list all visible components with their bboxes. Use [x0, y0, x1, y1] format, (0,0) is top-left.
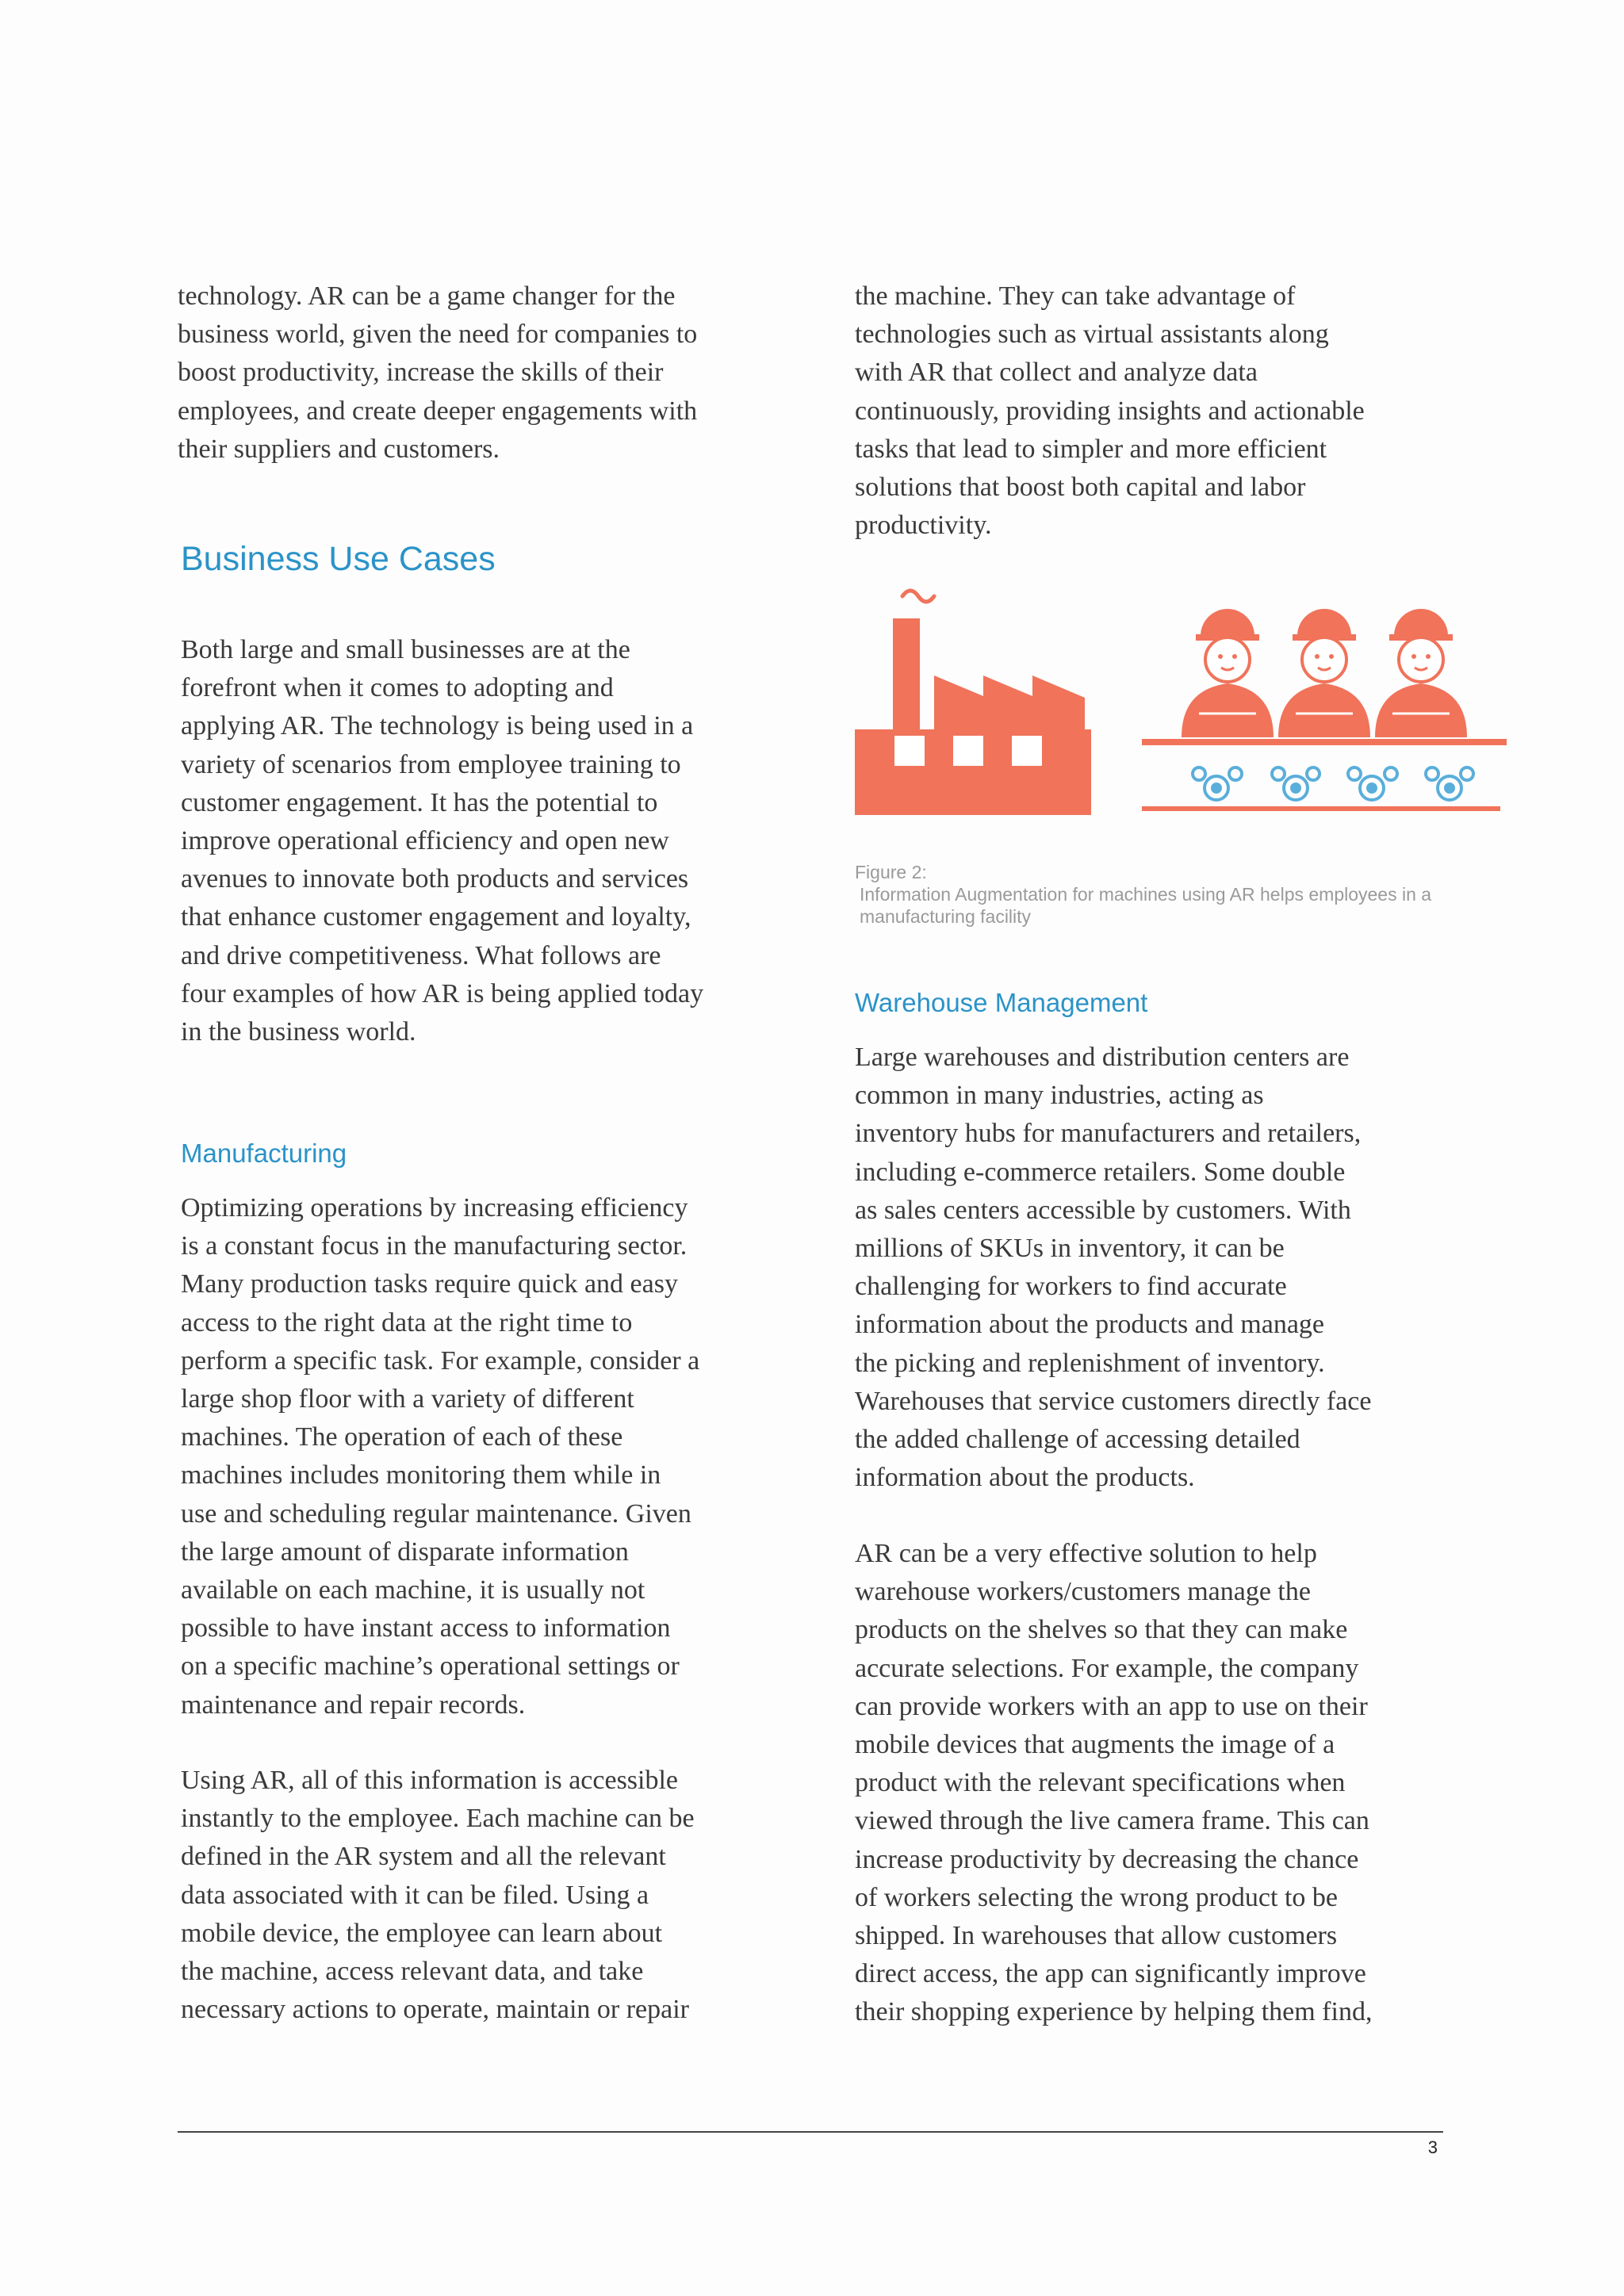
footer-divider [178, 2131, 1443, 2133]
manufacturing-heading: Manufacturing [181, 1138, 347, 1168]
warehouse-management-heading: Warehouse Management [855, 988, 1148, 1017]
figure-caption-label: Figure 2: [855, 862, 927, 882]
factory-icon [855, 591, 1091, 815]
intro-paragraph: technology. AR can be a game changer for the business world, given the need for companies to boost productivity, increase the skills of their employees, and create deeper engagements with their suppliers and customers. [178, 281, 698, 464]
page-number: 3 [1427, 2137, 1438, 2157]
figure-caption-text: Information Augmentation for machines using AR helps employees in a manufacturing facility [860, 884, 1432, 927]
warehouse-paragraph-1: Large warehouses and distribution centers are common in many industries, acting as inventory hubs for manufacturers and retailers, including e-commerce retailers. Some double as sales centers accessible by customers. With millions of SKUs in inventory, it can be challenging for workers to find accurate information about the products and manage the picking and replenishment of inventory. Warehouses that service customers directly face the added challenge of accessing detailed information about the products. [855, 1043, 1372, 1493]
warehouse-paragraph-2: AR can be a very effective solution to help warehouse workers/customers manage the products on the shelves so that they can make accurate selections. For example, the company can provide workers with an app to use on their mobile devices that augments the image of a product with the relevant specifications when viewed through the live camera frame. This can increase productivity by decreasing the chance of workers selecting the wrong product to be shipped. In warehouses that allow customers direct access, the app can significantly improve their shopping experience by helping them find, [855, 1539, 1373, 2027]
manufacturing-paragraph-2: Using AR, all of this information is accessible instantly to the employee. Each machine can be defined in the AR system and all the relevant data associated with it can be filed. Using a mobile device, the employee can learn about the machine, access relevant data, and take necessary actions to operate, maintain or repair [181, 1766, 695, 2025]
section-heading-business-use-cases: Business Use Cases [181, 540, 496, 578]
workers-icon [1142, 609, 1507, 809]
manufacturing-paragraph-1: Optimizing operations by increasing efficiency is a constant focus in the manufacturing sector. Many production tasks require quick and easy access to the right data at the right time to perform a specific task. For example, consider a large shop floor with a variety of different machines. The operation of each of these machines includes monitoring them while in use and scheduling regular maintenance. Given the large amount of disparate information available on each machine, it is usually not possible to have instant access to information on a specific machine’s operational settings or maintenance and repair records. [181, 1193, 700, 1720]
conveyor-gears-icon [1193, 767, 1473, 800]
figure-caption [855, 861, 1553, 928]
figure-2-illustration [855, 587, 1513, 817]
business-use-cases-paragraph: Both large and small businesses are at the forefront when it comes to adopting and applying AR. The technology is being used in a variety of scenarios from employee training to customer engagement. It has the potential to improve operational efficiency and open new avenues to innovate both products and services that enhance customer engagement and loyalty, and drive competitiveness. What follows are four examples of how AR is being applied today in the business world. [181, 635, 704, 1047]
continued-paragraph: the machine. They can take advantage of technologies such as virtual assistants along with AR that collect and analyze data continuously, providing insights and actionable tasks that lead to simpler and more efficient solutions that boost both capital and labor productivity. [855, 281, 1365, 541]
